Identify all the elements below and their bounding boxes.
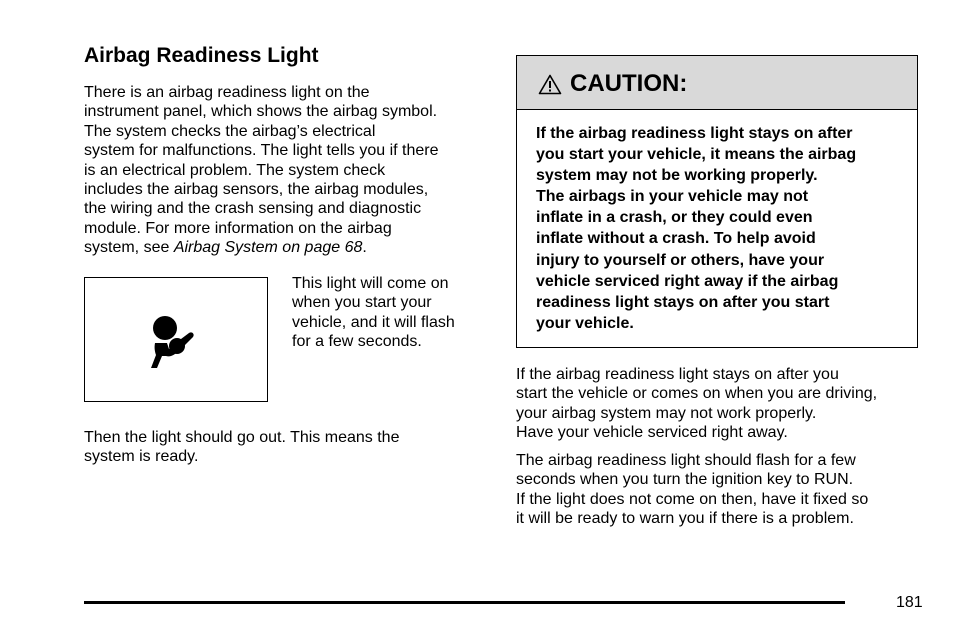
caution-line: The airbags in your vehicle may not [536,188,809,206]
intro-last-prefix: system, see [84,239,174,257]
caution-line: inflate in a crash, or they could even [536,209,813,227]
caution-line: you start your vehicle, it means the airbag [536,146,857,164]
caution-line: readiness light stays on after you start [536,293,830,311]
light-line: for a few seconds. [292,333,422,351]
right-line: your airbag system may not work properly. [516,404,817,422]
section-heading: Airbag Readiness Light [84,44,319,67]
airbag-readiness-icon [147,312,207,372]
right-line: start the vehicle or comes on when you are driving, [516,385,878,403]
right-paragraph-2 [516,451,868,529]
light-line: vehicle, and it will flash [292,313,455,331]
caution-line: vehicle serviced right away if the airbag [536,272,839,290]
intro-line: system for malfunctions. The light tells you if there [84,142,439,160]
right-line: If the airbag readiness light stays on after you [516,366,839,383]
light-line: when you start your [292,294,432,312]
intro-line: the wiring and the crash sensing and diagnostic [84,200,422,218]
intro-line: module. For more information on the airbag [84,219,392,237]
intro-line: includes the airbag sensors, the airbag modules, [84,181,429,199]
intro-paragraph [84,83,439,258]
light-description [292,274,455,352]
caution-line: inflate without a crash. To help avoid [536,230,816,248]
intro-line: The system checks the airbag’s electrical [84,122,376,140]
caution-header [517,56,917,110]
intro-last-suffix: . [362,239,367,257]
caution-line: If the airbag readiness light stays on after [536,125,853,142]
airbag-light-figure [84,277,268,402]
right-line: If the light does not come on then, have it fixed so [516,490,869,508]
right-line: Have your vehicle serviced right away. [516,424,788,442]
warning-triangle-icon [538,74,562,95]
caution-line: injury to yourself or others, have your [536,251,825,269]
caution-body [536,123,856,334]
caution-title: CAUTION: [570,70,688,97]
intro-line: There is an airbag readiness light on the [84,84,370,101]
intro-line: instrument panel, which shows the airbag symbol. [84,103,438,121]
light-line: This light will come on [292,275,449,292]
intro-line: is an electrical problem. The system check [84,161,386,179]
right-line: The airbag readiness light should flash for a few [516,452,856,469]
cross-reference-link[interactable]: Airbag System on page 68 [173,239,363,257]
right-line: seconds when you turn the ignition key to RUN. [516,471,854,489]
right-paragraph-1 [516,365,877,443]
caution-line: your vehicle. [536,314,634,332]
right-line: it will be ready to warn you if there is a problem. [516,510,854,528]
page-number: 181 [896,594,923,611]
after-paragraph [84,428,399,467]
intro-line [84,238,439,257]
caution-line: system may not be working properly. [536,167,818,185]
after-line: system is ready. [84,448,199,466]
caution-box [516,55,918,348]
after-line: Then the light should go out. This means the [84,429,400,446]
footer-rule [84,601,845,604]
